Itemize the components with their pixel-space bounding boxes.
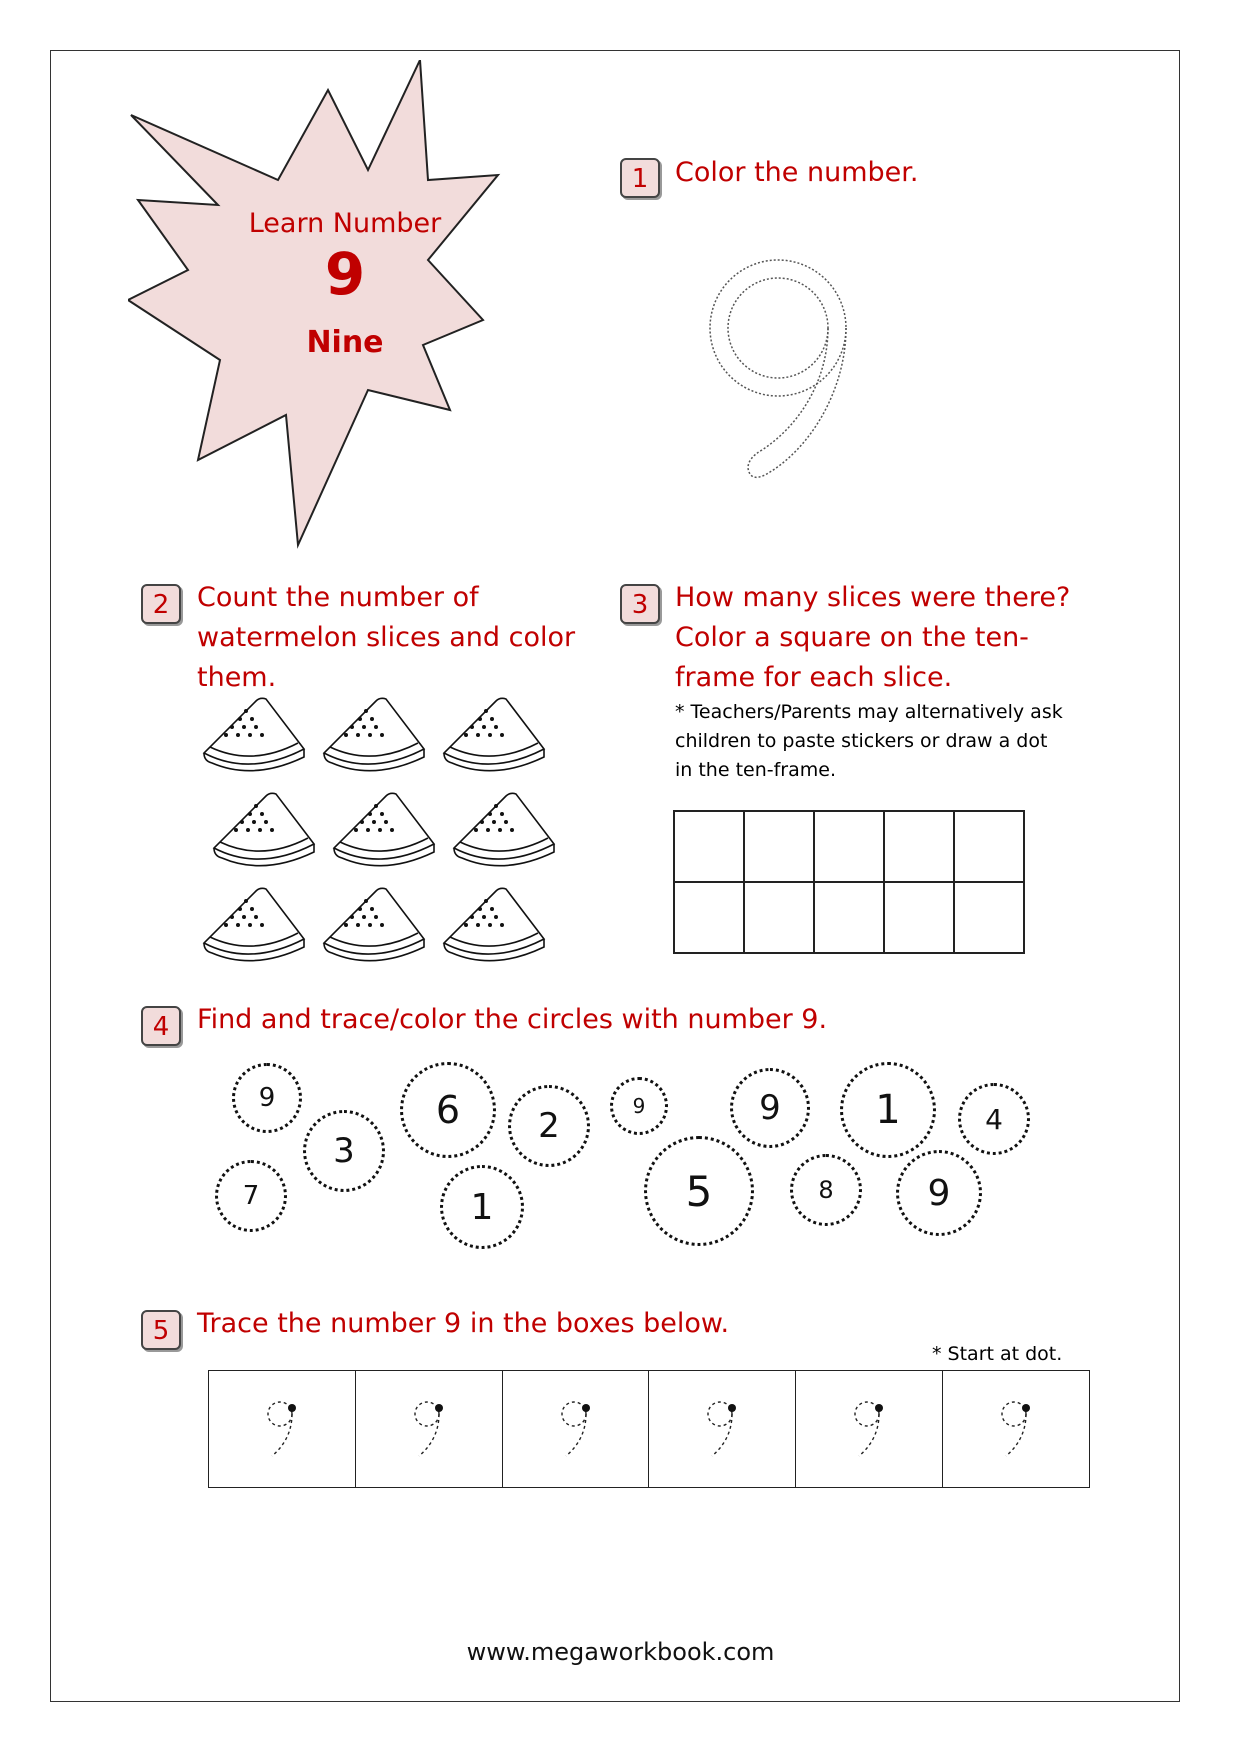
- section-2-line2: watermelon slices and color: [197, 622, 576, 653]
- section-3-badge: 3: [620, 584, 660, 624]
- trace-box[interactable]: [796, 1371, 943, 1487]
- section-1-instruction: Color the number.: [675, 157, 919, 188]
- watermelon-slice-icon: [200, 885, 310, 969]
- title-word: Nine: [306, 325, 384, 360]
- ten-frame-cell[interactable]: [744, 882, 814, 953]
- section-3-note2: children to paste stickers or draw a dot: [675, 730, 1048, 752]
- dashed-nine-icon: [399, 1394, 459, 1464]
- watermelon-slice-icon: [210, 790, 320, 874]
- title-heading: Learn Number: [248, 208, 442, 239]
- number-circle[interactable]: 2: [508, 1085, 590, 1167]
- section-2-badge: 2: [141, 584, 181, 624]
- dashed-nine-icon: [692, 1394, 752, 1464]
- ten-frame-cell[interactable]: [954, 811, 1024, 882]
- watermelon-slice-icon: [450, 790, 560, 874]
- section-4-badge: 4: [141, 1006, 181, 1046]
- trace-boxes-row: [208, 1370, 1090, 1488]
- section-1-badge: 1: [620, 158, 660, 198]
- number-circle[interactable]: 6: [400, 1062, 496, 1158]
- ten-frame-cell[interactable]: [884, 811, 954, 882]
- ten-frame-cell[interactable]: [954, 882, 1024, 953]
- number-circle[interactable]: 1: [840, 1062, 936, 1158]
- ten-frame-cell[interactable]: [674, 811, 744, 882]
- ten-frame-cell[interactable]: [814, 811, 884, 882]
- dashed-nine-icon: [839, 1394, 899, 1464]
- number-circle[interactable]: 5: [644, 1136, 754, 1246]
- number-circle[interactable]: 8: [790, 1154, 862, 1226]
- trace-box[interactable]: [356, 1371, 503, 1487]
- outlined-nine-icon: [700, 250, 880, 490]
- section-5-badge: 5: [141, 1310, 181, 1350]
- ten-frame: [673, 810, 1025, 954]
- dashed-nine-icon: [252, 1394, 312, 1464]
- section-3-line2: Color a square on the ten-: [675, 622, 1029, 653]
- watermelon-slice-icon: [440, 695, 550, 779]
- section-4-instruction: Find and trace/color the circles with number 9.: [197, 1004, 828, 1035]
- title-number: 9: [324, 240, 366, 308]
- watermelon-slice-icon: [320, 885, 430, 969]
- trace-box[interactable]: [649, 1371, 796, 1487]
- section-5-instruction: Trace the number 9 in the boxes below.: [197, 1308, 730, 1339]
- watermelon-slice-icon: [200, 695, 310, 779]
- trace-box[interactable]: [503, 1371, 650, 1487]
- section-2-line1: Count the number of: [197, 582, 479, 613]
- section-3-note3: in the ten-frame.: [675, 759, 836, 781]
- number-circle[interactable]: 9: [730, 1068, 810, 1148]
- number-circle[interactable]: 1: [440, 1165, 524, 1249]
- trace-box[interactable]: [209, 1371, 356, 1487]
- watermelon-slice-icon: [330, 790, 440, 874]
- ten-frame-cell[interactable]: [814, 882, 884, 953]
- watermelon-slice-icon: [320, 695, 430, 779]
- number-circle[interactable]: 3: [303, 1110, 385, 1192]
- section-3-note1: * Teachers/Parents may alternatively ask: [675, 701, 1063, 723]
- trace-box[interactable]: [943, 1371, 1089, 1487]
- ten-frame-cell[interactable]: [674, 882, 744, 953]
- number-circle[interactable]: 9: [896, 1150, 982, 1236]
- ten-frame-cell[interactable]: [744, 811, 814, 882]
- section-2-line3: them.: [197, 662, 277, 693]
- section-3-line1: How many slices were there?: [675, 582, 1071, 613]
- dashed-nine-icon: [546, 1394, 606, 1464]
- watermelon-grid: [200, 695, 570, 985]
- dashed-nine-icon: [986, 1394, 1046, 1464]
- ten-frame-cell[interactable]: [884, 882, 954, 953]
- footer-url: www.megaworkbook.com: [466, 1638, 775, 1666]
- watermelon-slice-icon: [440, 885, 550, 969]
- number-circle[interactable]: 7: [215, 1160, 287, 1232]
- number-circle[interactable]: 9: [232, 1063, 302, 1133]
- number-circle[interactable]: 9: [610, 1077, 668, 1135]
- start-at-dot-note: * Start at dot.: [932, 1343, 1063, 1365]
- number-circle[interactable]: 4: [958, 1083, 1030, 1155]
- section-3-line3: frame for each slice.: [675, 662, 953, 693]
